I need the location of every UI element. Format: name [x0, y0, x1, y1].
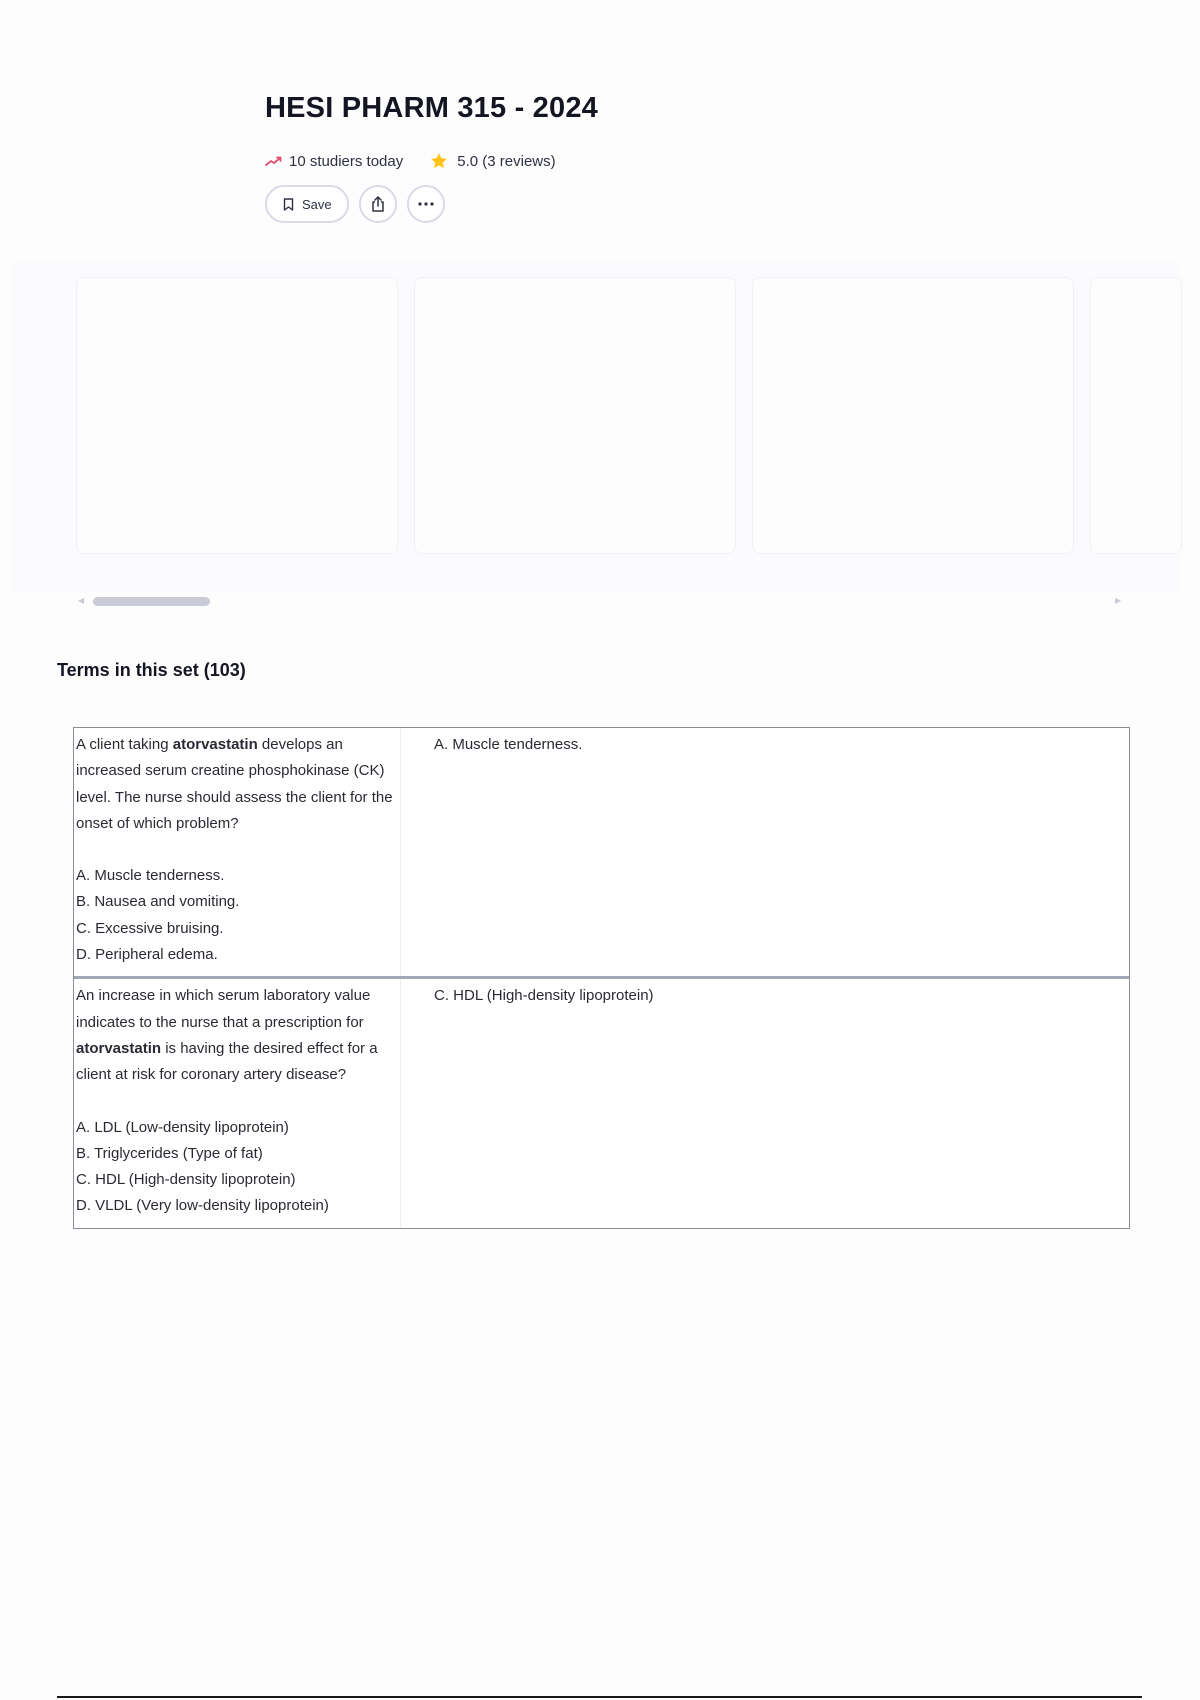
question-text: A client taking atorvastatin develops an increased serum creatine phosphokinase (CK) level. The nurse should assess the client for the onset of which problem? — [76, 736, 393, 832]
flashcard-carousel[interactable] — [10, 262, 1180, 592]
carousel-card[interactable] — [1090, 277, 1182, 554]
share-button[interactable] — [359, 185, 397, 223]
set-title: HESI PHARM 315 - 2024 — [265, 92, 598, 124]
scroll-right-icon[interactable]: ▶ — [1115, 596, 1122, 605]
term-row — [74, 976, 1129, 1227]
drug-name: atorvastatin — [172, 736, 258, 753]
more-options-icon — [417, 201, 435, 207]
more-options-button[interactable] — [407, 185, 445, 223]
answer-option: C. HDL (High-density lipoprotein) — [76, 1171, 296, 1189]
answer-option: C. Excessive bruising. — [76, 919, 224, 937]
bookmark-icon — [283, 198, 294, 211]
rating-text[interactable]: 5.0 (3 reviews) — [457, 152, 556, 170]
answer-option: B. Triglycerides (Type of fat) — [76, 1144, 263, 1162]
carousel-card[interactable] — [76, 277, 398, 554]
action-bar — [265, 185, 598, 223]
star-icon — [429, 151, 449, 171]
carousel-scrollbar[interactable] — [93, 597, 210, 606]
answer-option: D. VLDL (Very low-density lipoprotein) — [76, 1197, 329, 1215]
share-icon — [369, 195, 387, 213]
term-question — [74, 979, 401, 1227]
answer-option: A. LDL (Low-density lipoprotein) — [76, 1118, 289, 1136]
answer-option: D. Peripheral edema. — [76, 946, 218, 964]
carousel-card[interactable] — [752, 277, 1074, 554]
studiers-count: 10 studiers today — [289, 152, 404, 170]
drug-name: atorvastatin — [76, 1039, 162, 1057]
question-text: An increase in which serum laboratory value indicates to the nurse that a prescription for atorvastatin is having the desired effect for a client at risk for coronary artery disease? — [76, 987, 378, 1084]
save-button[interactable] — [265, 185, 349, 223]
terms-heading: Terms in this set (103) — [57, 660, 246, 680]
set-header — [265, 92, 598, 223]
trending-up-icon — [265, 155, 283, 167]
term-answer: C. HDL (High-density lipoprotein) — [434, 987, 654, 1005]
scroll-left-icon[interactable]: ◀ — [78, 596, 85, 605]
term-row — [74, 728, 1129, 976]
answer-option: B. Nausea and vomiting. — [76, 893, 240, 911]
terms-list — [73, 727, 1130, 1229]
carousel-card[interactable] — [414, 277, 736, 554]
answer-option: A. Muscle tenderness. — [76, 867, 225, 885]
page-divider — [57, 1696, 1142, 1698]
set-stats — [265, 151, 598, 171]
term-answer: A. Muscle tenderness. — [434, 736, 583, 753]
term-question — [74, 728, 401, 976]
save-button-label: Save — [302, 196, 332, 212]
